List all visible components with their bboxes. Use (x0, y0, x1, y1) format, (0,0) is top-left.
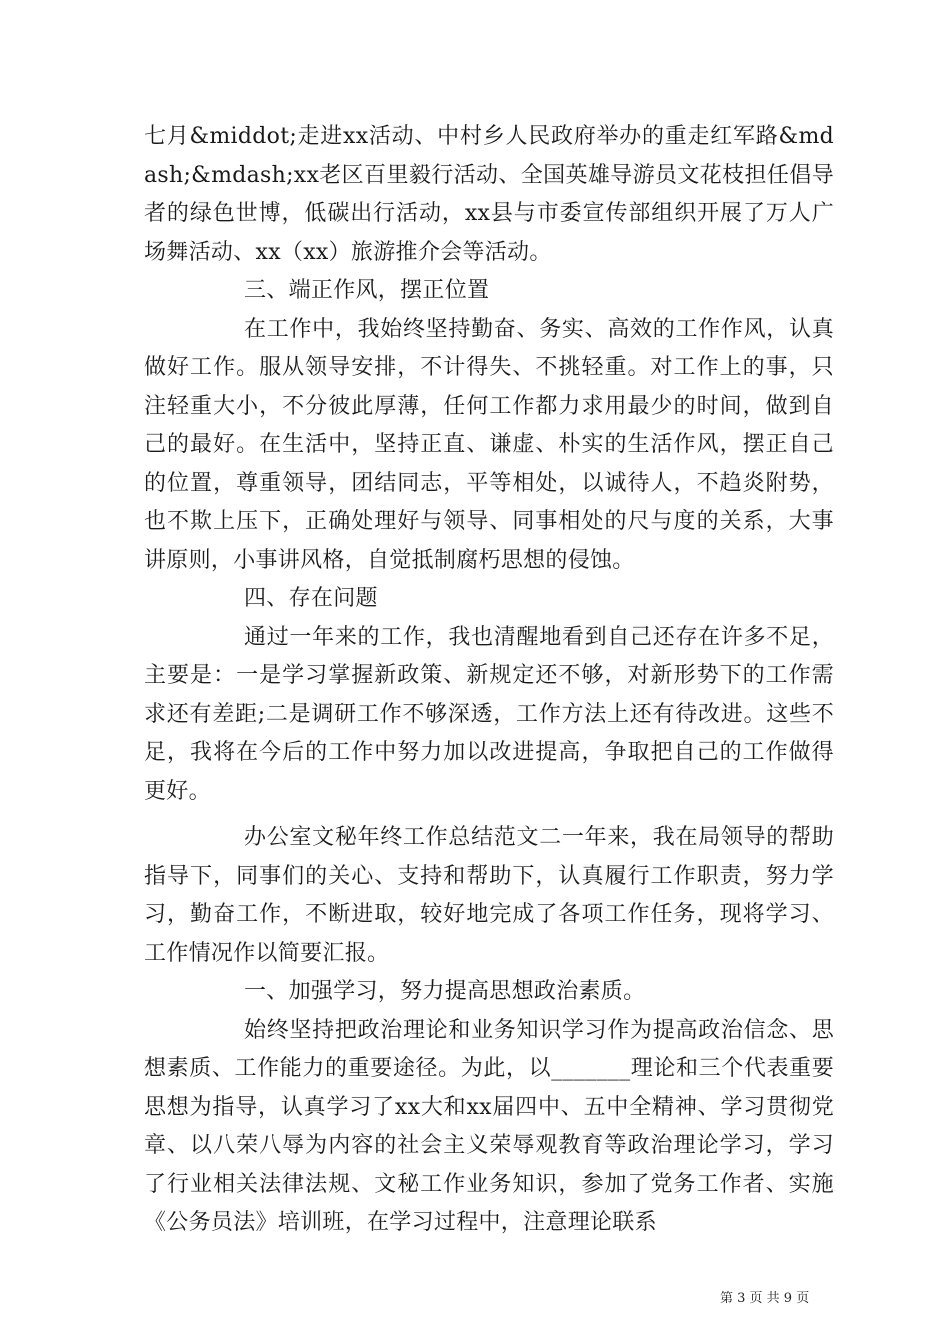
paragraph-problems: 通过一年来的工作，我也清醒地看到自己还存在许多不足，主要是：一是学习掌握新政策、新规定还不够，对新形势下的工作需求还有差距;二是调研工作不够深透，工作方法上还有待改进。这些不足，我将在今后的工作中努力加以改进提高，争取把自己的工作做得更好。 (144, 624, 834, 804)
page-number: 第 3 页 共 9 页 (720, 1291, 810, 1306)
paragraph-study: 始终坚持把政治理论和业务知识学习作为提高政治信念、思想素质、工作能力的重要途径。为此，以_______理论和三个代表重要思想为指导，认真学习了xx大和xx届四中、五中全精神、学习贯彻党章、以八荣八辱为内容的社会主义荣辱观教育等政治理论学习，学习了行业相关法律法规、文秘工作业务知识，参加了党务工作者、实施《公务员法》培训班，在学习过程中，注意理论联系 (144, 1017, 834, 1235)
section-heading-4: 四、存在问题 (244, 586, 378, 611)
section-heading-1: 一、加强学习，努力提高思想政治素质。 (244, 979, 646, 1004)
paragraph-work-style: 在工作中，我始终坚持勤奋、务实、高效的工作作风，认真做好工作。服从领导安排，不计得失、不挑轻重。对工作上的事，只注轻重大小，不分彼此厚薄，任何工作都力求用最少的时间，做到自己的最好。在生活中，坚持正直、谦虚、朴实的生活作风，摆正自己的位置，尊重领导，团结同志，平等相处，以诚待人，不趋炎附势，也不欺上压下，正确处理好与领导、同事相处的尺与度的关系，大事讲原则，小事讲风格，自觉抵制腐朽思想的侵蚀。 (144, 316, 834, 573)
paragraph-sample-two-intro: 办公室文秘年终工作总结范文二一年来，我在局领导的帮助指导下，同事们的关心、支持和帮助下，认真履行工作职责，努力学习，勤奋工作，不断进取，较好地完成了各项工作任务，现将学习、工作情况作以简要汇报。 (144, 825, 834, 966)
document-body (144, 118, 834, 1243)
section-heading-3: 三、端正作风，摆正位置 (244, 278, 490, 303)
paragraph-continued: 七月&middot;走进xx活动、中村乡人民政府举办的重走红军路&mdash;&mdash;xx老区百里毅行活动、全国英雄导游员文花枝担任倡导者的绿色世博，低碳出行活动，xx县与市委宣传部组织开展了万人广场舞活动、xx（xx）旅游推介会等活动。 (144, 124, 834, 265)
